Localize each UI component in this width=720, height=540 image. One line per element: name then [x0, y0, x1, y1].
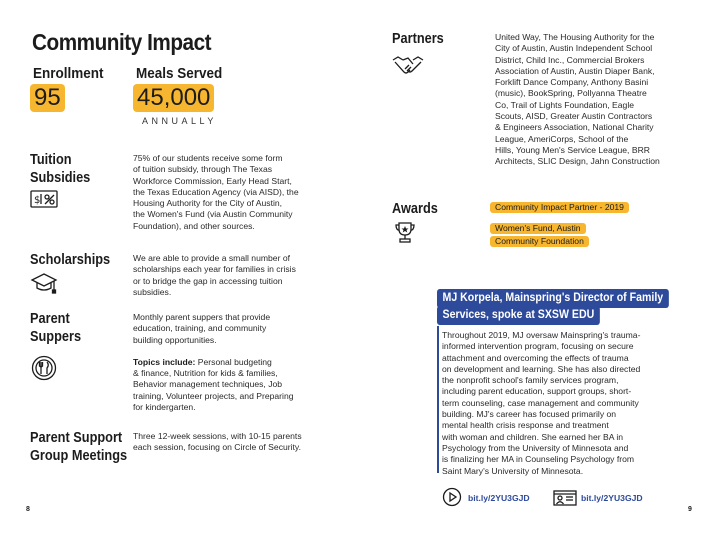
suppers-heading-line1: Parent — [30, 311, 70, 327]
tuition-line: Foundation), and other sources. — [133, 220, 255, 231]
support-line: each session, focusing on Circle of Security. — [133, 442, 301, 453]
partners-line: Co, Trail of Lights Foundation, Eagle — [495, 99, 635, 110]
mj-heading-line1: MJ Korpela, Mainspring's Director of Family — [437, 289, 669, 308]
support-heading — [30, 429, 127, 465]
mj-line: Throughout 2019, MJ oversaw Mainspring's trauma- — [442, 330, 641, 340]
mj-line: term counseling, case management and community — [442, 397, 639, 408]
mj-line: the nonprofit school's family services program, — [442, 375, 619, 386]
tuition-line: the Texas Education Agency (via AISD), the — [133, 186, 299, 197]
scholarships-line: We are able to provide a small number of — [133, 253, 290, 263]
tuition-text — [133, 153, 333, 232]
partners-line: League, AmeriCorps, School of the — [495, 133, 629, 144]
page-title: Community Impact — [32, 29, 212, 55]
support-text — [133, 431, 338, 454]
page-number-left: 8 — [26, 506, 30, 513]
mj-line: on development and learning. She has also directed — [442, 363, 641, 374]
meals-frequency: ANNUALLY — [142, 116, 217, 126]
suppers-line: building opportunities. — [133, 334, 217, 345]
partners-line: Association of Austin, Austin Diaper Bank, — [495, 65, 655, 76]
tuition-heading-line1: Tuition — [30, 152, 72, 168]
suppers-line: education, training, and community — [133, 323, 267, 334]
meals-label: Meals Served — [136, 65, 223, 82]
mj-line: attachment and overcoming the effects of trauma — [442, 352, 629, 363]
graduation-cap-icon — [30, 271, 58, 295]
suppers-line: Monthly parent suppers that provide — [133, 312, 271, 322]
svg-text:$: $ — [34, 195, 41, 206]
award-tag: Community Impact Partner - 2019 — [490, 202, 629, 213]
enrollment-value: 95 — [30, 84, 65, 112]
topics-first: Personal budgeting — [195, 356, 272, 367]
awards-heading: Awards — [392, 201, 438, 217]
scholarships-line: or to bridge the gap in accessing tuition — [133, 275, 283, 286]
tuition-heading — [30, 151, 90, 187]
mj-accent-bar — [437, 326, 439, 473]
partners-line: Forklift Dance Company, Anthony Basini — [495, 77, 649, 88]
video-link[interactable]: bit.ly/2YU3GJD — [468, 493, 530, 503]
partners-line: Architects, SLIC Design, Jahn Construction — [495, 156, 660, 167]
suppers-text — [133, 312, 338, 413]
partners-heading: Partners — [392, 31, 444, 47]
tuition-line: Housing Authority for the City of Austin, — [133, 198, 283, 209]
partners-line: Hills, Young Men's Service League, BRR — [495, 144, 650, 155]
mj-line: Psychology from the University of Minnesota and — [442, 442, 629, 453]
tuition-line: of tuition subsidy, through The Texas — [133, 164, 273, 175]
tuition-line: 75% of our students receive some form — [133, 153, 283, 163]
mj-line: Saint Mary's University of Minnesota. — [442, 465, 584, 476]
mj-line: informed intervention program, focusing on secure — [442, 341, 634, 352]
scholarships-line: scholarships each year for families in crisis — [133, 264, 296, 275]
meals-value: 45,000 — [133, 84, 214, 112]
tuition-heading-line2: Subsidies — [30, 170, 91, 186]
scholarships-heading: Scholarships — [30, 252, 111, 268]
partners-text — [495, 32, 695, 168]
tuition-line: Workforce Commission, Early Head Start, — [133, 175, 292, 186]
suppers-topics-line: training, Volunteer projects, and Preparing — [133, 390, 294, 401]
tuition-line: the Women's Fund (via Austin Community — [133, 209, 293, 220]
suppers-topics-line: for kindergarten. — [133, 402, 196, 413]
slides-link[interactable]: bit.ly/2YU3GJD — [581, 493, 643, 503]
support-heading-line2: Group Meetings — [30, 448, 128, 464]
suppers-topics-line: & finance, Nutrition for kids & families, — [133, 368, 278, 379]
suppers-heading — [30, 310, 81, 346]
trophy-icon — [394, 221, 416, 245]
plate-utensils-icon — [31, 355, 57, 381]
partners-line: & Engineers Association, National Charity — [495, 122, 654, 133]
support-heading-line1: Parent Support — [30, 430, 123, 446]
award-tag: Community Foundation — [490, 236, 589, 247]
mj-line: mental health crisis response and treatment — [442, 420, 609, 431]
suppers-topics-line: Behavior management techniques, Job — [133, 379, 283, 390]
partners-line: Scouts, AISD, Greater Austin Contractors — [495, 111, 653, 122]
partners-line: (music), BookSpring, Pollyanna Theatre — [495, 88, 647, 99]
partners-line: City of Austin, Austin Independent School — [495, 43, 653, 54]
partners-line: United Way, The Housing Authority for the — [495, 32, 655, 42]
suppers-topics-first-line — [133, 357, 338, 368]
suppers-heading-line2: Suppers — [30, 329, 82, 345]
mj-line: with woman and children. She earned her BA in — [442, 431, 624, 442]
mj-line: is finalizing her MA in Counseling Psychology from — [442, 454, 635, 465]
partners-line: District, Child Inc., Commercial Brokers — [495, 54, 645, 65]
enrollment-label: Enrollment — [33, 65, 104, 82]
mj-line: including parent education, support groups, short- — [442, 386, 632, 397]
scholarships-text — [133, 253, 333, 298]
award-tag: Women's Fund, Austin — [490, 223, 586, 234]
page-number-right: 9 — [688, 506, 692, 513]
scholarships-line: subsidies. — [133, 286, 172, 297]
handshake-icon — [392, 52, 424, 78]
presentation-icon[interactable] — [553, 488, 577, 508]
mj-line: building. MJ's career has focused primarily on — [442, 409, 617, 420]
mj-heading-line2: Services, spoke at SXSW EDU — [437, 306, 600, 325]
mj-text — [442, 330, 692, 477]
topics-label: Topics include: — [133, 356, 196, 367]
play-video-icon[interactable] — [442, 487, 462, 507]
money-tag-icon — [30, 189, 58, 209]
support-line: Three 12-week sessions, with 10-15 parents — [133, 431, 302, 441]
